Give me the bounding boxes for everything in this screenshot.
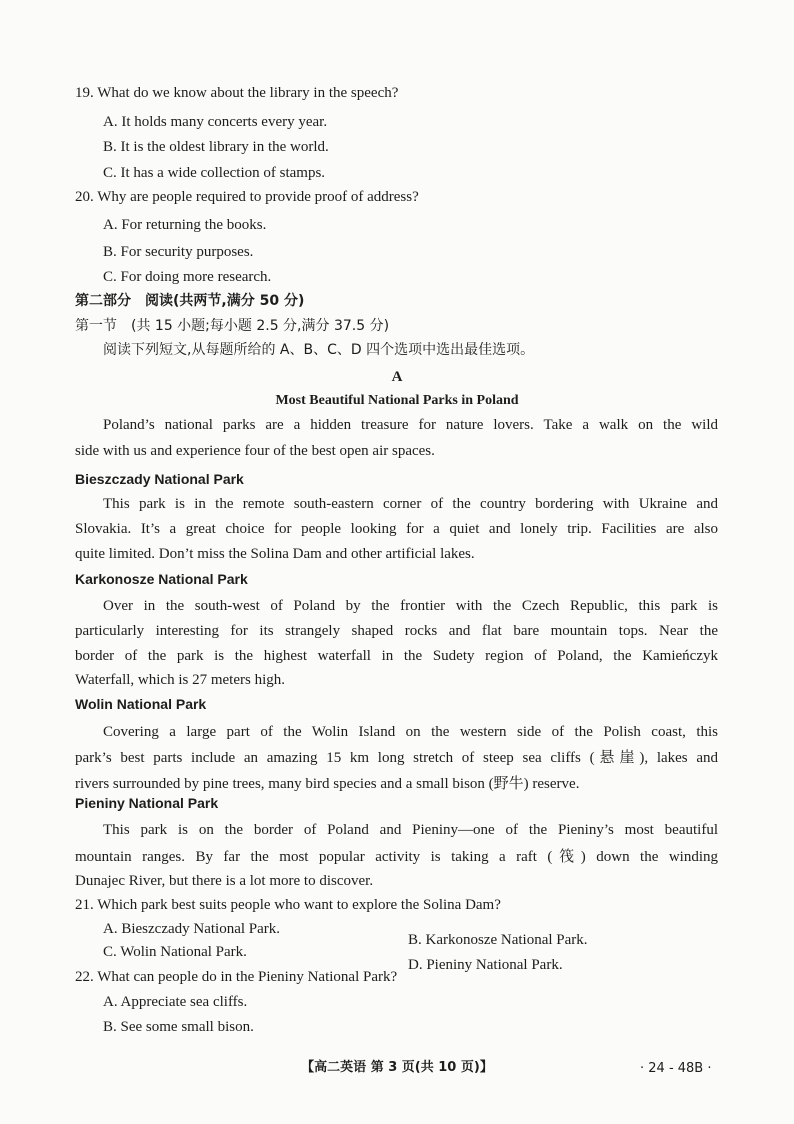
park-text-line: This park is on the border of Poland and Pieniny—one of the Pieniny’s most beautiful	[103, 822, 718, 838]
question-19-option-c: C. It has a wide collection of stamps.	[103, 165, 326, 181]
park-heading-wolin: Wolin National Park	[75, 696, 207, 712]
passage-letter: A	[391, 369, 403, 385]
park-text-line: Slovakia. It’s a great choice for people looking for a quiet and lonely trip. Facilities are also	[75, 521, 718, 537]
question-20-option-c: C. For doing more research.	[103, 269, 272, 285]
question-22-option-a: A. Appreciate sea cliffs.	[103, 994, 248, 1010]
question-21-option-d: D. Pieniny National Park.	[408, 957, 563, 973]
question-21-option-c: C. Wolin National Park.	[103, 944, 247, 960]
passage-intro-line-2: side with us and experience four of the best open air spaces.	[75, 443, 435, 459]
park-text-line: border of the park is the highest waterfall in the Sudety region of Poland, the Kamieńczyk	[75, 648, 718, 664]
park-text-line: rivers surrounded by pine trees, many bird species and a small bison (野牛) reserve.	[75, 776, 580, 792]
park-text-line: park’s best parts include an amazing 15 km long stretch of steep sea cliffs (悬崖), lakes and	[75, 750, 718, 766]
section-one-title: 第一节 (共 15 小题;每小题 2.5 分,满分 37.5 分)	[75, 318, 390, 334]
question-22-option-b: B. See some small bison.	[103, 1019, 254, 1035]
question-20-option-a: A. For returning the books.	[103, 217, 267, 233]
question-21-option-a: A. Bieszczady National Park.	[103, 921, 281, 937]
park-text-line: This park is in the remote south-eastern corner of the country bordering with Ukraine and	[103, 496, 718, 512]
question-20-option-b: B. For security purposes.	[103, 244, 254, 260]
page-footer-label: 【高二英语 第 3 页(共 10 页)】	[301, 1060, 493, 1075]
park-heading-karkonosze: Karkonosze National Park	[75, 571, 248, 587]
park-text-line: particularly interesting for its strangely shaped rocks and flat bare mountain tops. Near the	[75, 623, 718, 639]
question-19-option-b: B. It is the oldest library in the world.	[103, 139, 329, 155]
paper-code: · 24 - 48B ·	[640, 1061, 712, 1076]
park-text-line: Dunajec River, but there is a lot more to discover.	[75, 873, 374, 889]
question-21-option-b: B. Karkonosze National Park.	[408, 932, 588, 948]
park-text-line: Waterfall, which is 27 meters high.	[75, 672, 285, 688]
park-heading-pieniny: Pieniny National Park	[75, 795, 219, 811]
park-text-line: mountain ranges. By far the most popular activity is taking a raft (筏) down the winding	[75, 849, 718, 865]
part-two-title: 第二部分 阅读(共两节,满分 50 分)	[75, 293, 305, 309]
question-19-stem: 19. What do we know about the library in the speech?	[75, 85, 399, 101]
question-22-stem: 22. What can people do in the Pieniny National Park?	[75, 969, 398, 985]
reading-instruction: 阅读下列短文,从每题所给的 A、B、C、D 四个选项中选出最佳选项。	[103, 342, 535, 358]
park-heading-bieszczady: Bieszczady National Park	[75, 471, 244, 487]
question-21-stem: 21. Which park best suits people who want to explore the Solina Dam?	[75, 897, 501, 913]
park-text-line: quite limited. Don’t miss the Solina Dam and other artificial lakes.	[75, 546, 475, 562]
question-20-stem: 20. Why are people required to provide proof of address?	[75, 189, 419, 205]
passage-title: Most Beautiful National Parks in Poland	[275, 393, 519, 408]
passage-intro-line-1: Poland’s national parks are a hidden treasure for nature lovers. Take a walk on the wild	[103, 417, 718, 433]
park-text-line: Covering a large part of the Wolin Island on the western side of the Polish coast, this	[103, 724, 718, 740]
park-text-line: Over in the south-west of Poland by the frontier with the Czech Republic, this park is	[103, 598, 718, 614]
question-19-option-a: A. It holds many concerts every year.	[103, 114, 328, 130]
